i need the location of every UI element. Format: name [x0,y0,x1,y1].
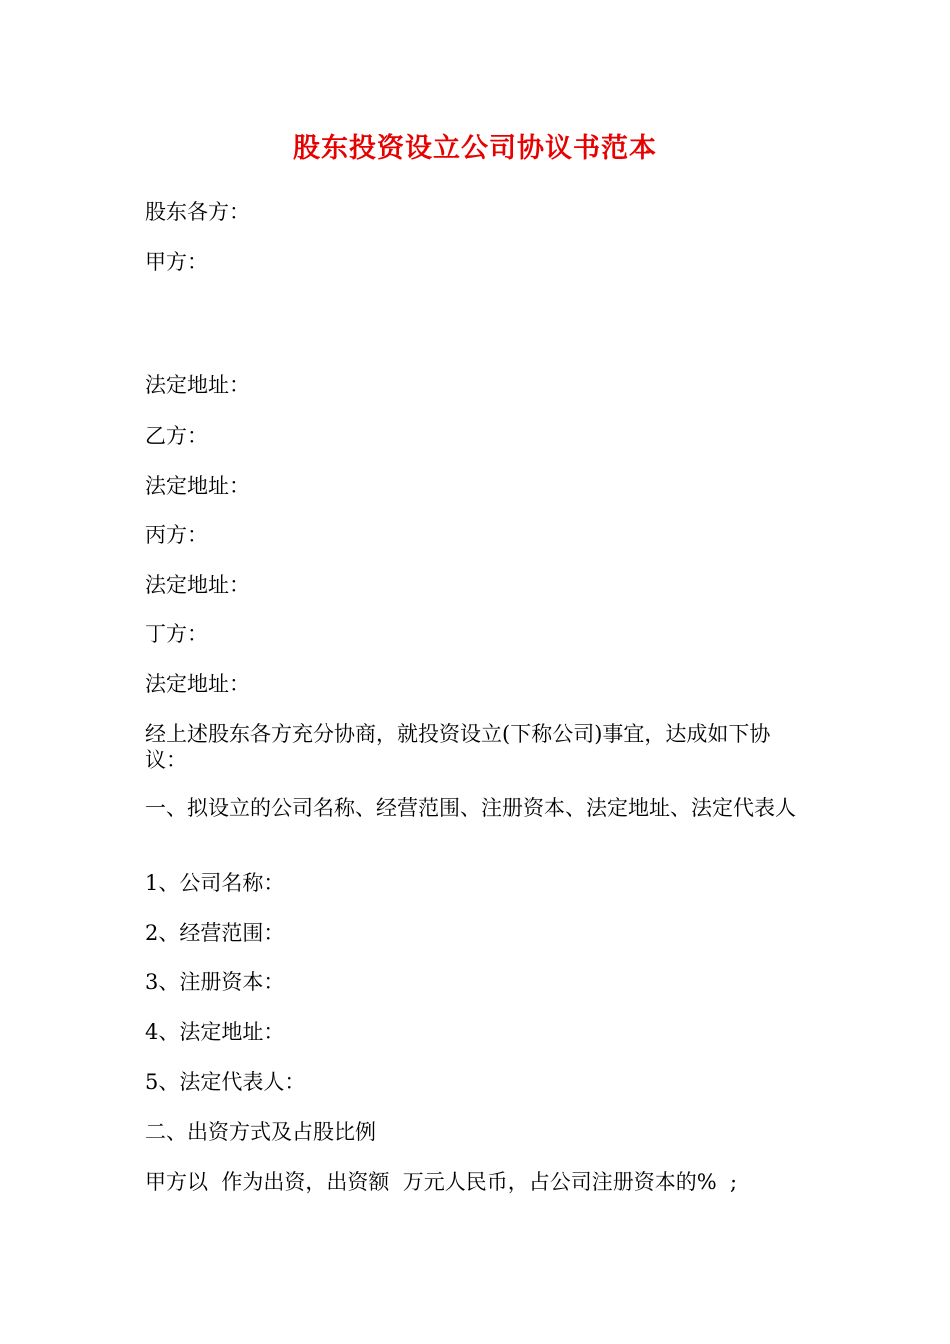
party-d-address-label: 法定地址： [145,672,250,696]
party-a-address-label: 法定地址： [145,373,250,397]
party-b-label: 乙方： [145,424,208,448]
document-title: 股东投资设立公司协议书范本 [293,133,657,164]
section-one-heading: 一、拟设立的公司名称、经营范围、注册资本、法定地址、法定代表人 [145,796,796,820]
item-company-name: 1、公司名称： [145,871,285,895]
item-legal-representative: 5、法定代表人： [145,1070,306,1094]
party-c-address-label: 法定地址： [145,573,250,597]
item-registered-capital: 3、注册资本： [145,970,285,994]
party-a-label: 甲方： [145,250,208,274]
section-two-heading: 二、出资方式及占股比例 [145,1120,376,1144]
party-b-address-label: 法定地址： [145,474,250,498]
party-d-label: 丁方： [145,622,208,646]
party-a-contribution: 甲方以 作为出资，出资额 万元人民币，占公司注册资本的% ; [145,1170,738,1194]
item-business-scope: 2、经营范围： [145,921,285,945]
party-c-label: 丙方： [145,523,208,547]
shareholders-heading: 股东各方： [145,200,250,224]
agreement-intro: 经上述股东各方充分协商，就投资设立(下称公司)事宜，达成如下协议： [145,722,771,772]
item-legal-address: 4、法定地址： [145,1020,285,1044]
